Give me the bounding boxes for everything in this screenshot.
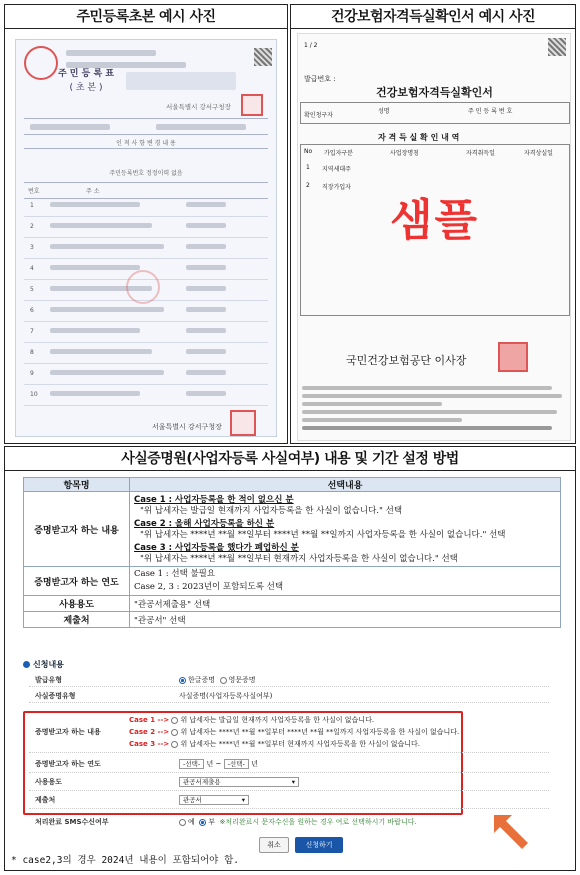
arrow-pointer-icon [488,809,538,849]
year-case1: Case 1 : 선택 불필요 [134,569,216,579]
case1-title: Case 1 : 사업자등록을 한 적이 없으신 분 [134,495,294,505]
insurance-col-header: 가입자구분 [324,150,353,157]
form-section-title: 신청내용 [23,659,64,670]
resident-row-number: 2 [30,223,34,230]
resident-row-number: 9 [30,370,34,377]
resident-issuer-bottom: 서울특별시 강서구청장 [152,423,222,431]
submit-value: "관공서" 선택 [130,612,561,628]
purpose-row: 사용용도 관공서제출용 ▾ [29,777,549,791]
radio-sms-yes[interactable] [179,819,186,826]
resident-register-document [15,39,277,437]
purpose-label: 사용용도 [24,596,130,612]
resident-row-number: 6 [30,307,34,314]
fact-type-row: 사실증명유형 사실증명(사업자등록사실여부) [29,691,549,703]
resident-doc-subheading: ( 초 본 ) [69,83,103,93]
insurance-col-header: 자격취득일 [466,150,495,157]
footnote: * case2,3의 경우 2024년 내용이 포함되어야 함. [11,855,239,866]
radio-english[interactable] [220,677,227,684]
insurance-qr-icon [548,38,566,56]
apply-button[interactable]: 신청하기 [295,837,343,853]
chevron-down-icon: ▾ [241,796,245,804]
resident-panel-title: 주민등록초본 예시 사진 [5,5,287,29]
content-label: 증명받고자 하는 내용 [24,492,130,567]
case1-text: "위 납세자는 발급일 현재까지 사업자등록을 한 사실이 없습니다." 선택 [140,506,403,516]
sms-note: ※처리완료시 문자수신을 원하는 경우 여로 선택하시기 바랍니다. [219,818,417,826]
resident-note: 주민등록번호 정정이력 없음 [109,170,183,177]
resident-register-panel [4,4,288,444]
guide-panel-title: 사실증명원(사업자등록 사실여부) 내용 및 기간 설정 방법 [5,447,575,471]
col-number-header: 번호 [28,188,40,195]
insurance-col-header: 자격상실일 [524,150,553,157]
year-from-select[interactable]: -선택- [179,759,204,769]
radio-korean[interactable] [179,677,186,684]
issue-number-label: 발급번호 : [304,75,336,83]
resident-row-number: 4 [30,265,34,272]
case3-title: Case 3 : 사업자등록을 했다가 폐업하신 분 [134,543,299,553]
radio-case3[interactable] [171,741,178,748]
resident-row-number: 7 [30,328,34,335]
year-row: 증명받고자 하는 연도 -선택- 년 ~ -선택- 년 [29,759,549,773]
submit-label: 제출처 [24,612,130,628]
year-to-select[interactable]: -선택- [224,759,249,769]
year-case23: Case 2, 3 : 2023년이 포함되도록 선택 [134,582,284,592]
rrn-label: 주 민 등 록 번 호 [468,108,513,115]
insurance-col-header: No [304,148,313,155]
content-row: 증명받고자 하는 내용 Case 1 --> 위 납세자는 발급일 현재까지 사업자등록을 한 사실이 없습니다. Case 2 --> 위 납세자는 ****년 **월 **일부터 ****년 **월 **일까지 사업자등록을 한 사실이 없습니다. Case 3 --> 위 납세자는 ****년 **월 **일부터 현재까지 사업자등록을 한 사실이 없습니다. [29,715,549,753]
resident-row-number: 3 [30,244,34,251]
insurance-certificate-panel [290,4,576,444]
insurance-panel-title: 건강보험자격득실확인서 예시 사진 [291,5,575,29]
qr-code-icon [254,48,272,66]
issue-type-row: 발급유형 한글증명 영문증명 [29,675,549,687]
insurance-issuer: 국민건강보험공단 이사장 [346,354,467,367]
section-bullet-icon [23,661,30,668]
guide-table [23,477,561,628]
header-choice: 선택내용 [130,478,561,492]
case3-text: "위 납세자는 ****년 **월 **일부터 현재까지 사업자등록을 한 사실이 없습니다." 선택 [140,554,458,564]
radio-sms-no[interactable] [199,819,206,826]
header-item-name: 항목명 [24,478,130,492]
year-cases [130,567,561,596]
sms-row: 처리완료 SMS수신여부 예 부 ※처리완료시 문자수신을 원하는 경우 여로 선택하시기 바랍니다. [35,818,417,826]
history-label: 자 격 득 실 확 인 내 역 [378,133,460,142]
submit-select[interactable]: 관공서 ▾ [179,795,249,805]
issuer-stamp-icon [241,94,263,116]
resident-row-number: 5 [30,286,34,293]
content-cases [130,492,561,567]
submit-row: 제출처 관공서 ▾ [29,795,549,809]
applicant-label: 확인청구자 [304,112,333,119]
radio-case2[interactable] [171,729,178,736]
gov-seal-icon [24,46,58,80]
name-label: 성명 [378,108,390,115]
resident-row-number: 8 [30,349,34,356]
resident-row-number: 10 [30,391,38,398]
chevron-down-icon: ▾ [291,778,295,786]
purpose-value: "관공서제출용" 선택 [130,596,561,612]
nhis-stamp-icon [498,342,528,372]
cancel-button[interactable]: 취소 [259,837,289,853]
year-label: 증명받고자 하는 연도 [24,567,130,596]
insurance-col-header: 사업장명칭 [390,150,419,157]
sample-watermark: 샘플 [390,195,480,246]
resident-section-title: 인 적 사 항 변 경 내 용 [116,140,176,147]
resident-issuer-top: 서울특별시 강서구청장 [166,103,231,111]
purpose-select[interactable]: 관공서제출용 ▾ [179,777,299,787]
insurance-heading: 건강보험자격득실확인서 [376,86,493,99]
insurance-certificate-document: 1 / 2 발급번호 : 건강보험자격득실확인서 확인청구자 성명 주 민 등 록 번 호 자 격 득 실 확 인 내 역 No 가입자구분 사업장명칭 자격취득일 자격상실일 1 지역세대주 2 직장가입자 샘플 국민건강보험공단 이사장 [297,33,571,441]
fact-certificate-guide-panel [4,446,576,871]
issuer-stamp-bottom-icon [230,410,256,436]
col-address-header: 주 소 [86,188,100,195]
page-number: 1 / 2 [304,42,318,49]
insurance-footer-notes [302,384,568,434]
watermark-seal-icon [126,270,160,304]
radio-case1[interactable] [171,717,178,724]
resident-doc-heading: 주 민 등 록 표 [57,69,114,79]
case2-text: "위 납세자는 ****년 **월 **일부터 ****년 **월 **일까지 사업자등록을 한 사실이 없습니다." 선택 [140,530,506,540]
case2-title: Case 2 : 올해 사업자등록을 하신 분 [134,519,275,529]
application-form [23,659,561,855]
resident-row-number: 1 [30,202,34,209]
